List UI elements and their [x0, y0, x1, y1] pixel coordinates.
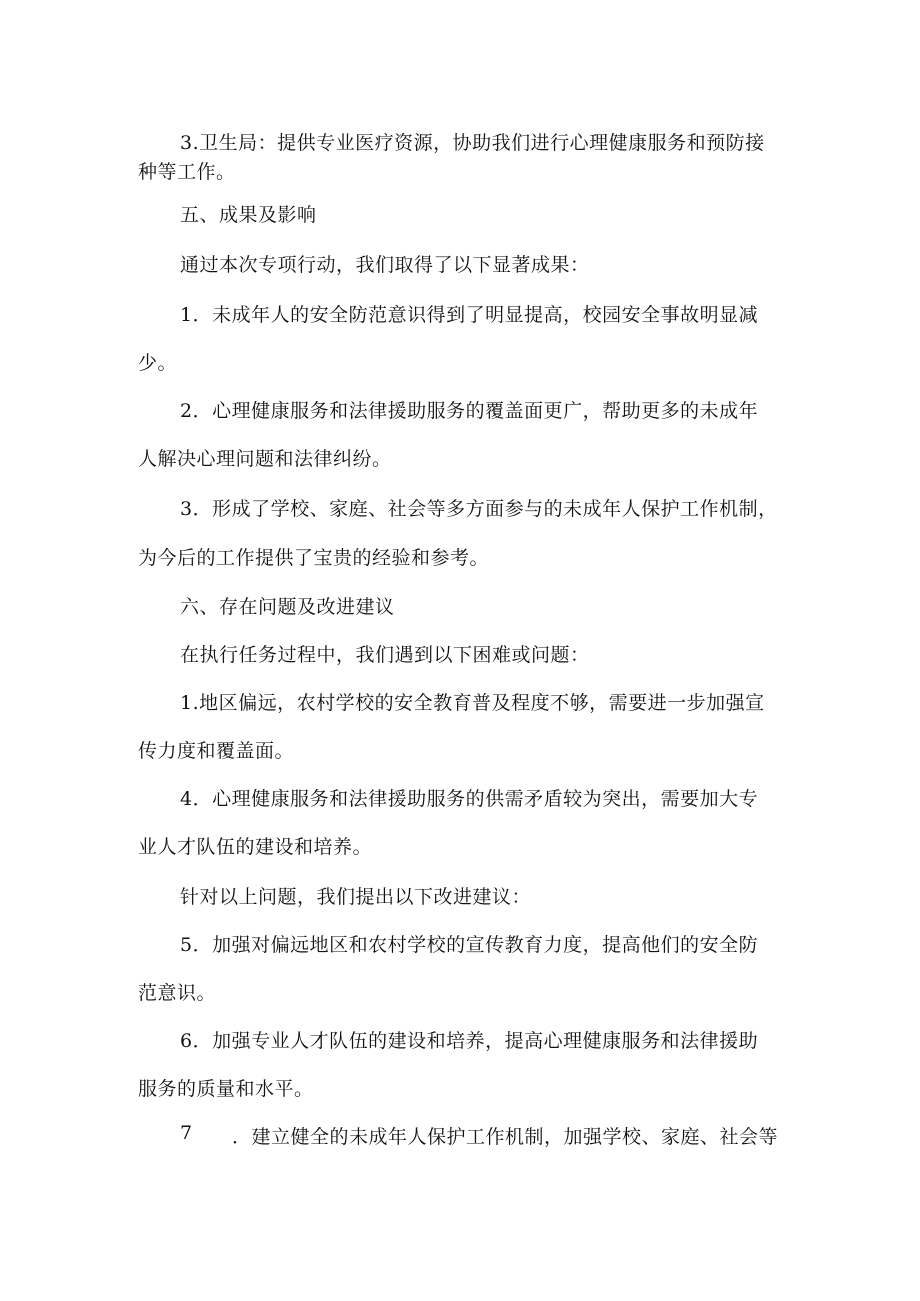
- text-line: 6．加强专业人才队伍的建设和培养，提高心理健康服务和法律援助: [180, 1030, 759, 1052]
- text-line: ．建立健全的未成年人保护工作机制，加强学校、家庭、社会等: [232, 1126, 779, 1148]
- text-line: 5．加强对偏远地区和农村学校的宣传教育力度，提高他们的安全防: [180, 934, 759, 956]
- section-heading: 五、成果及影响: [180, 204, 317, 226]
- list-number: 7: [180, 1122, 193, 1144]
- text-line: 人解决心理问题和法律纠纷。: [138, 448, 392, 470]
- text-line: 4．心理健康服务和法律援助服务的供需矛盾较为突出，需要加大专: [180, 788, 759, 810]
- text-line: 3.卫生局：提供专业医疗资源，协助我们进行心理健康服务和预防接: [180, 132, 765, 154]
- text-line: 2．心理健康服务和法律援助服务的覆盖面更广，帮助更多的未成年: [180, 400, 759, 422]
- text-line: 业人才队伍的建设和培养。: [138, 836, 373, 858]
- text-line: 在执行任务过程中，我们遇到以下困难或问题：: [180, 644, 590, 666]
- text-line: 1.地区偏远，农村学校的安全教育普及程度不够，需要进一步加强宣: [180, 692, 765, 714]
- text-line: 针对以上问题，我们提出以下改进建议：: [180, 886, 532, 908]
- text-line: 种等工作。: [138, 161, 236, 183]
- text-line: 服务的质量和水平。: [138, 1078, 314, 1100]
- text-line: 通过本次专项行动，我们取得了以下显著成果：: [180, 254, 590, 276]
- text-line: 范意识。: [138, 982, 217, 1004]
- text-line: 传力度和覆盖面。: [138, 740, 295, 762]
- text-line: 为今后的工作提供了宝贵的经验和参考。: [138, 547, 490, 569]
- text-line: 3．形成了学校、家庭、社会等多方面参与的未成年人保护工作机制，: [180, 498, 778, 520]
- text-line: 1．未成年人的安全防范意识得到了明显提高，校园安全事故明显减: [180, 304, 759, 326]
- text-line: 少。: [138, 352, 178, 374]
- section-heading: 六、存在问题及改进建议: [180, 596, 395, 618]
